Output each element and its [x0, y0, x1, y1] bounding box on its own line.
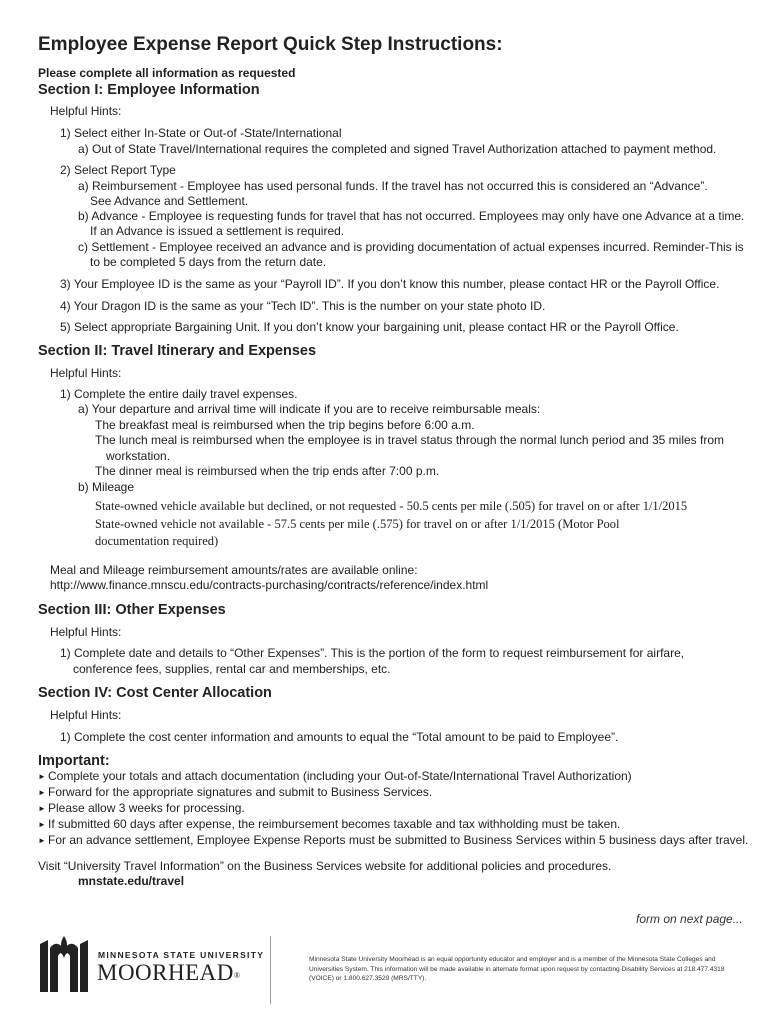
section-2-heading: Section II: Travel Itinerary and Expenses	[38, 343, 317, 359]
rates-url-link[interactable]: http://www.finance.mnscu.edu/contracts-purchasing/contracts/reference/index.html	[50, 578, 489, 592]
section-3-hints: Helpful Hints:	[50, 625, 122, 639]
bullet-arrow-icon: ►	[38, 836, 46, 845]
mileage-rate-line: documentation required)	[95, 534, 219, 548]
section-1-line: 3) Your Employee ID is the same as your “Payroll ID”. If you don’t know this number, please contact HR or the Payroll Office.	[60, 277, 720, 291]
bullet-arrow-icon: ►	[38, 820, 46, 829]
section-4-heading: Section IV: Cost Center Allocation	[38, 685, 272, 701]
footer-divider	[270, 936, 271, 1004]
section-2-line: The breakfast meal is reimbursed when the trip begins before 6:00 a.m.	[95, 418, 475, 432]
page-title: Employee Expense Report Quick Step Instructions:	[38, 34, 503, 55]
section-4-hints: Helpful Hints:	[50, 708, 122, 722]
bullet-arrow-icon: ►	[38, 772, 46, 781]
section-1-line: a) Reimbursement - Employee has used personal funds. If the travel has not occurred this is considered an “Advance”.	[78, 179, 708, 193]
section-2-line: workstation.	[106, 449, 171, 463]
mileage-rate-line: State-owned vehicle available but declined, or not requested - 50.5 cents per mile (.505) for travel on or after 1/1/2015	[95, 499, 688, 513]
section-1-hints: Helpful Hints:	[50, 104, 122, 118]
section-3-heading: Section III: Other Expenses	[38, 602, 226, 618]
bullet-arrow-icon: ►	[38, 788, 46, 797]
important-item: ► For an advance settlement, Employee Expense Reports must be submitted to Business Services within 5 business days after travel.	[38, 833, 749, 847]
section-1-line: 5) Select appropriate Bargaining Unit. If you don’t know your bargaining unit, please contact HR or the Payroll Office.	[60, 320, 679, 334]
section-2-hints: Helpful Hints:	[50, 366, 122, 380]
section-1-line: b) Advance - Employee is requesting funds for travel that has not occurred. Employees may only have one Advance at a time.	[78, 209, 745, 223]
logo-university-name: MINNESOTA STATE UNIVERSITY	[98, 950, 265, 960]
mileage-rate-line: State-owned vehicle not available - 57.5 cents per mile (.575) for travel on or after 1/1/2015 (Motor Pool	[95, 517, 620, 531]
section-2-line: The dinner meal is reimbursed when the trip ends after 7:00 p.m.	[95, 464, 440, 478]
section-2-line: a) Your departure and arrival time will indicate if you are to receive reimbursable meals:	[78, 402, 541, 416]
section-3-line: conference fees, supplies, rental car and memberships, etc.	[73, 662, 391, 676]
section-2-line: The lunch meal is reimbursed when the employee is in travel status through the normal lunch period and 35 miles from	[95, 433, 724, 447]
visit-text: Visit “University Travel Information” on the Business Services website for additional policies and procedures.	[38, 859, 612, 873]
section-1-line: c) Settlement - Employee received an advance and is providing documentation of actual expenses incurred. Reminder-This is	[78, 240, 744, 254]
important-item: ► Please allow 3 weeks for processing.	[38, 801, 245, 815]
section-4-line: 1) Complete the cost center information and amounts to equal the “Total amount to be paid to Employee”.	[60, 730, 619, 744]
important-item: ► Complete your totals and attach documentation (including your Out-of-State/International Travel Authorization)	[38, 769, 632, 783]
section-1-heading: Section I: Employee Information	[38, 82, 260, 98]
section-1-line: 4) Your Dragon ID is the same as your “Tech ID”. This is the number on your state photo ID.	[60, 299, 546, 313]
section-1-line: to be completed 5 days from the return date.	[90, 255, 327, 269]
section-1-line: See Advance and Settlement.	[90, 194, 249, 208]
rates-note: Meal and Mileage reimbursement amounts/rates are available online:	[50, 563, 418, 577]
msum-logo-icon	[38, 934, 90, 994]
section-1-line: If an Advance is issued a settlement is required.	[90, 224, 345, 238]
travel-link[interactable]: mnstate.edu/travel	[78, 874, 185, 888]
footer-disclaimer: Minnesota State University Moorhead is an equal opportunity educator and employer and is a member of the Minnesota State Colleges and Universities System. This information will be made available in alternate format upon request by contacting Disability Services at 218.477.4318 (VOICE) or 1.800.627.3529 (MRS/TTY).	[309, 956, 725, 982]
bullet-arrow-icon: ►	[38, 804, 46, 813]
important-heading: Important:	[38, 753, 110, 769]
section-1-line: 1) Select either In-State or Out-of -State/International	[60, 126, 342, 140]
next-page-note: form on next page...	[636, 912, 743, 926]
page-subtitle: Please complete all information as requested	[38, 66, 296, 80]
section-3-line: 1) Complete date and details to “Other Expenses”. This is the portion of the form to request reimbursement for airfare,	[60, 646, 685, 660]
section-1-line: 2) Select Report Type	[60, 163, 176, 177]
logo-campus-name: MOORHEAD®	[97, 960, 241, 985]
important-item: ► Forward for the appropriate signatures and submit to Business Services.	[38, 785, 433, 799]
important-item: ► If submitted 60 days after expense, the reimbursement becomes taxable and tax withholding must be taken.	[38, 817, 621, 831]
section-2-line: b) Mileage	[78, 480, 135, 494]
registered-mark: ®	[233, 971, 241, 980]
section-1-line: a) Out of State Travel/International requires the completed and signed Travel Authorization attached to payment method.	[78, 142, 717, 156]
section-2-line: 1) Complete the entire daily travel expenses.	[60, 387, 298, 401]
